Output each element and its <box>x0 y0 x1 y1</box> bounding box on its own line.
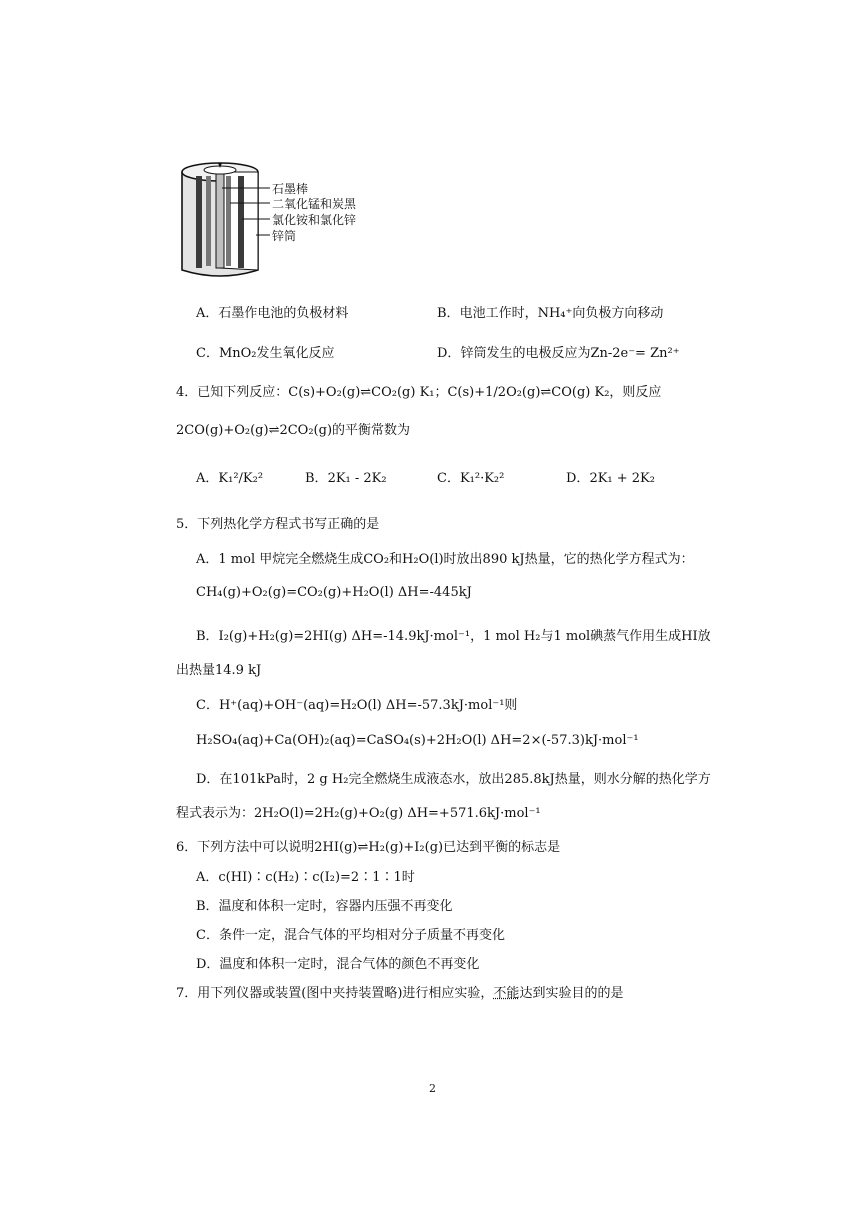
q5-stem: 5．下列热化学方程式书写正确的是 <box>176 517 380 532</box>
q6-option-b: B．温度和体积一定时，容器内压强不再变化 <box>196 899 453 914</box>
q4-stem-line1: 4．已知下列反应：C(s)+O₂(g)⇌CO₂(g) K₁；C(s)+1/2O₂(g)⇌CO(g) K₂，则反应 <box>176 385 662 400</box>
label-mno2-carbon: 二氧化锰和炭黑 <box>272 197 357 211</box>
q4-option-c: C．K₁²·K₂² <box>437 471 505 486</box>
q5-option-c-line2: H₂SO₄(aq)+Ca(OH)₂(aq)=CaSO₄(s)+2H₂O(l) ΔH=2×(-57.3)kJ·mol⁻¹ <box>196 733 639 748</box>
q3-option-c: C．MnO₂发生氧化反应 <box>196 346 335 361</box>
q4-option-b: B．2K₁ - 2K₂ <box>305 471 387 486</box>
q5-option-d-line1: D．在101kPa时，2 g H₂完全燃烧生成液态水，放出285.8kJ热量，则水分解的热化学方 <box>196 772 711 787</box>
q5-option-d-line2: 程式表示为：2H₂O(l)=2H₂(g)+O₂(g) ΔH=+571.6kJ·mol⁻¹ <box>176 806 541 821</box>
label-nh4cl-zncl2: 氯化铵和氯化锌 <box>272 213 357 227</box>
q4-stem-line2: 2CO(g)+O₂(g)⇌2CO₂(g)的平衡常数为 <box>176 423 411 438</box>
q6-option-d: D．温度和体积一定时，混合气体的颜色不再变化 <box>196 957 480 972</box>
q5-option-c-line1: C．H⁺(aq)+OH⁻(aq)=H₂O(l) ΔH=-57.3kJ·mol⁻¹则 <box>196 698 518 713</box>
q7-stem: 7．用下列仪器或装置(图中夹持装置略)进行相应实验，不能达到实验目的的是 <box>176 986 624 1001</box>
q6-option-c: C．条件一定，混合气体的平均相对分子质量不再变化 <box>196 928 505 943</box>
label-zinc-can: 锌筒 <box>272 229 297 243</box>
q4-option-a: A．K₁²/K₂² <box>196 471 264 486</box>
q5-option-b-line1: B．I₂(g)+H₂(g)=2HI(g) ΔH=-14.9kJ·mol⁻¹，1 mol H₂与1 mol碘蒸气作用生成HI放 <box>196 629 711 644</box>
page-number: 2 <box>429 1082 436 1095</box>
q5-option-a-line2: CH₄(g)+O₂(g)=CO₂(g)+H₂O(l) ΔH=-445kJ <box>196 585 472 600</box>
q3-option-d: D．锌筒发生的电极反应为Zn-2e⁻= Zn²⁺ <box>437 346 680 361</box>
q7-emphasis: 不能 <box>493 986 520 1001</box>
q6-option-a: A．c(HI)∶c(H₂)∶c(I₂)=2∶1∶1时 <box>196 870 415 885</box>
q5-option-b-line2: 出热量14.9 kJ <box>176 663 262 678</box>
label-graphite-rod: 石墨棒 <box>272 182 309 196</box>
q3-option-b: B．电池工作时，NH₄⁺向负极方向移动 <box>437 306 664 321</box>
battery-diagram <box>176 158 366 282</box>
q4-option-d: D．2K₁ + 2K₂ <box>566 471 655 486</box>
q6-stem: 6．下列方法中可以说明2HI(g)⇌H₂(g)+I₂(g)已达到平衡的标志是 <box>176 840 561 855</box>
q5-option-a-line1: A．1 mol 甲烷完全燃烧生成CO₂和H₂O(l)时放出890 kJ热量，它的热化学方程式为： <box>196 552 694 567</box>
q3-option-a: A．石墨作电池的负极材料 <box>196 306 349 321</box>
